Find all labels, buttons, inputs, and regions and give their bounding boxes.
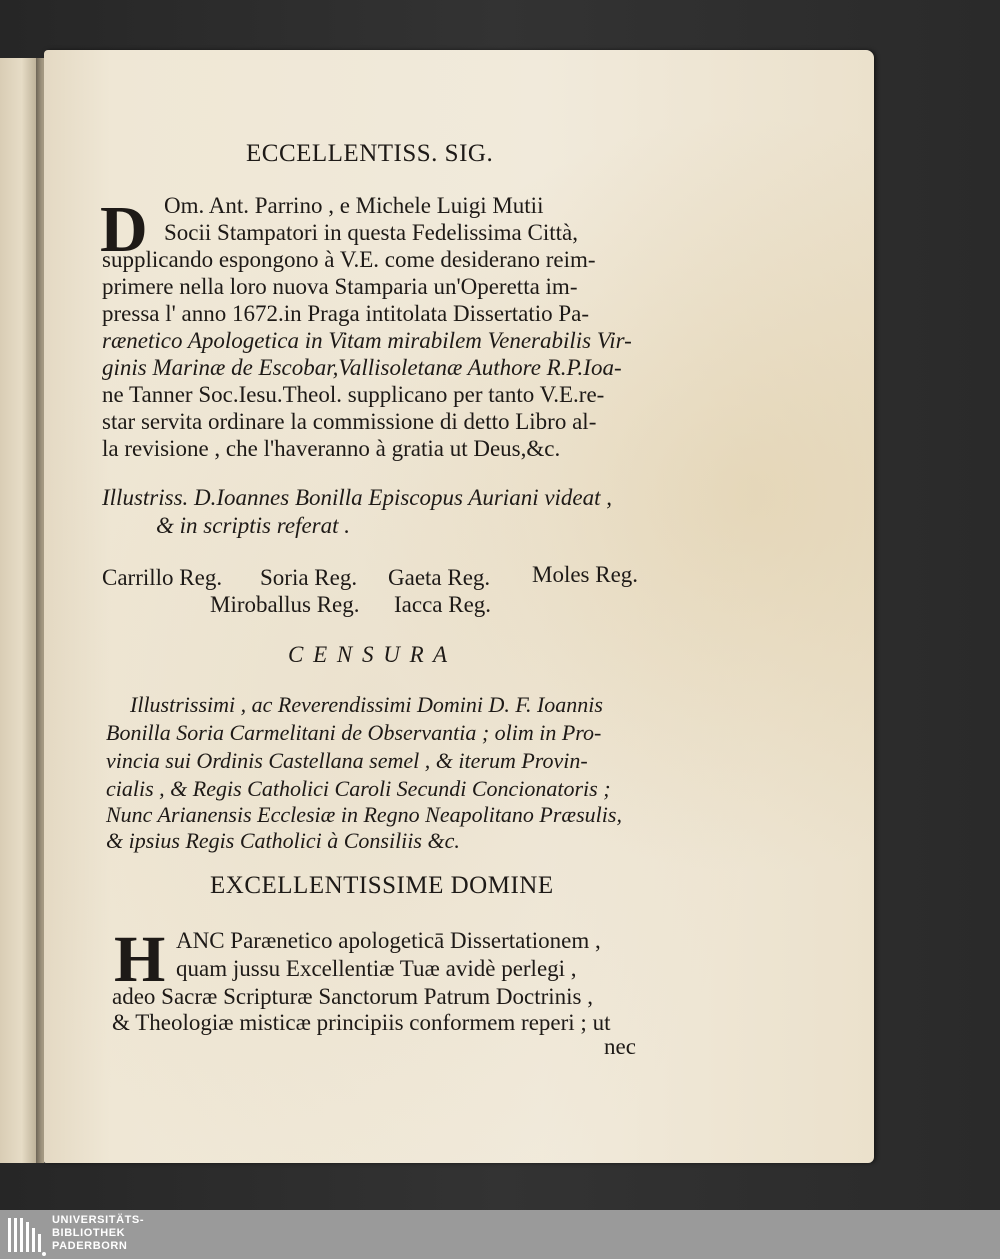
- censura-line: vincia sui Ordinis Castellana semel , & iterum Provin-: [106, 748, 588, 773]
- petition-line: la revisione , che l'haveranno à gratia ut Deus,&c.: [102, 436, 561, 461]
- signature: Carrillo Reg.: [102, 565, 223, 590]
- petition-line: supplicando espongono à V.E. come desiderano reim-: [102, 247, 596, 272]
- dropcap-d: D: [100, 193, 148, 266]
- petition-line: primere nella loro nuova Stamparia un'Operetta im-: [102, 274, 578, 299]
- petition-line: ne Tanner Soc.Iesu.Theol. supplicano per tanto V.E.re-: [102, 382, 605, 407]
- latin-line: adeo Sacræ Scripturæ Sanctorum Patrum Doctrinis ,: [112, 984, 594, 1009]
- petition-line: rænetico Apologetica in Vitam mirabilem Venerabilis Vir-: [102, 328, 632, 353]
- signature: Gaeta Reg.: [388, 565, 491, 590]
- library-footer: [0, 1210, 1000, 1259]
- library-logo-icon: [4, 1214, 48, 1258]
- library-name-line: BIBLIOTHEK: [52, 1227, 126, 1239]
- signature: Iacca Reg.: [394, 592, 492, 617]
- decree-line: Illustriss. D.Ioannes Bonilla Episcopus Auriani videat ,: [102, 485, 613, 510]
- censura-line: cialis , & Regis Catholici Caroli Secundi Concionatoris ;: [106, 776, 611, 801]
- signature: Miroballus Reg.: [210, 592, 360, 617]
- book-page: [44, 50, 874, 1163]
- petition-line: ginis Marinæ de Escobar,Vallisoletanæ Authore R.P.Ioa-: [102, 355, 622, 380]
- latin-line: ANC Parænetico apologeticā Dissertationem ,: [176, 928, 601, 953]
- petition-line: star servita ordinare la commissione di detto Libro al-: [102, 409, 597, 434]
- censura-line: Nunc Arianensis Ecclesiæ in Regno Neapolitano Præsulis,: [106, 802, 622, 827]
- petition-line: pressa l' anno 1672.in Praga intitolata Dissertatio Pa-: [102, 301, 590, 326]
- latin-line: & Theologiæ misticæ principiis conformem reperi ; ut: [112, 1010, 611, 1035]
- petition-line: Om. Ant. Parrino , e Michele Luigi Mutii: [164, 193, 544, 218]
- censura-title: C E N S U R A: [288, 642, 450, 667]
- decree-line: & in scriptis referat .: [156, 513, 351, 538]
- heading-excellentissime: EXCELLENTISSIME DOMINE: [210, 872, 554, 899]
- facing-page-edge: [0, 58, 38, 1163]
- latin-line: quam jussu Excellentiæ Tuæ avidè perlegi ,: [176, 956, 577, 981]
- heading-eccellentiss: ECCELLENTISS. SIG.: [246, 140, 494, 167]
- signature: Moles Reg.: [532, 562, 639, 587]
- catchword: nec: [604, 1034, 636, 1059]
- censura-line: & ipsius Regis Catholici à Consiliis &c.: [106, 828, 460, 853]
- dropcap-h: H: [114, 923, 166, 996]
- censura-line: Illustrissimi , ac Reverendissimi Domini D. F. Ioannis: [130, 692, 603, 717]
- book-gutter: [36, 58, 44, 1163]
- library-name-line: PADERBORN: [52, 1240, 128, 1252]
- signature: Soria Reg.: [260, 565, 358, 590]
- petition-line: Socii Stampatori in questa Fedelissima Città,: [164, 220, 578, 245]
- library-name-line: UNIVERSITÄTS-: [52, 1214, 145, 1226]
- censura-line: Bonilla Soria Carmelitani de Observantia ; olim in Pro-: [106, 720, 602, 745]
